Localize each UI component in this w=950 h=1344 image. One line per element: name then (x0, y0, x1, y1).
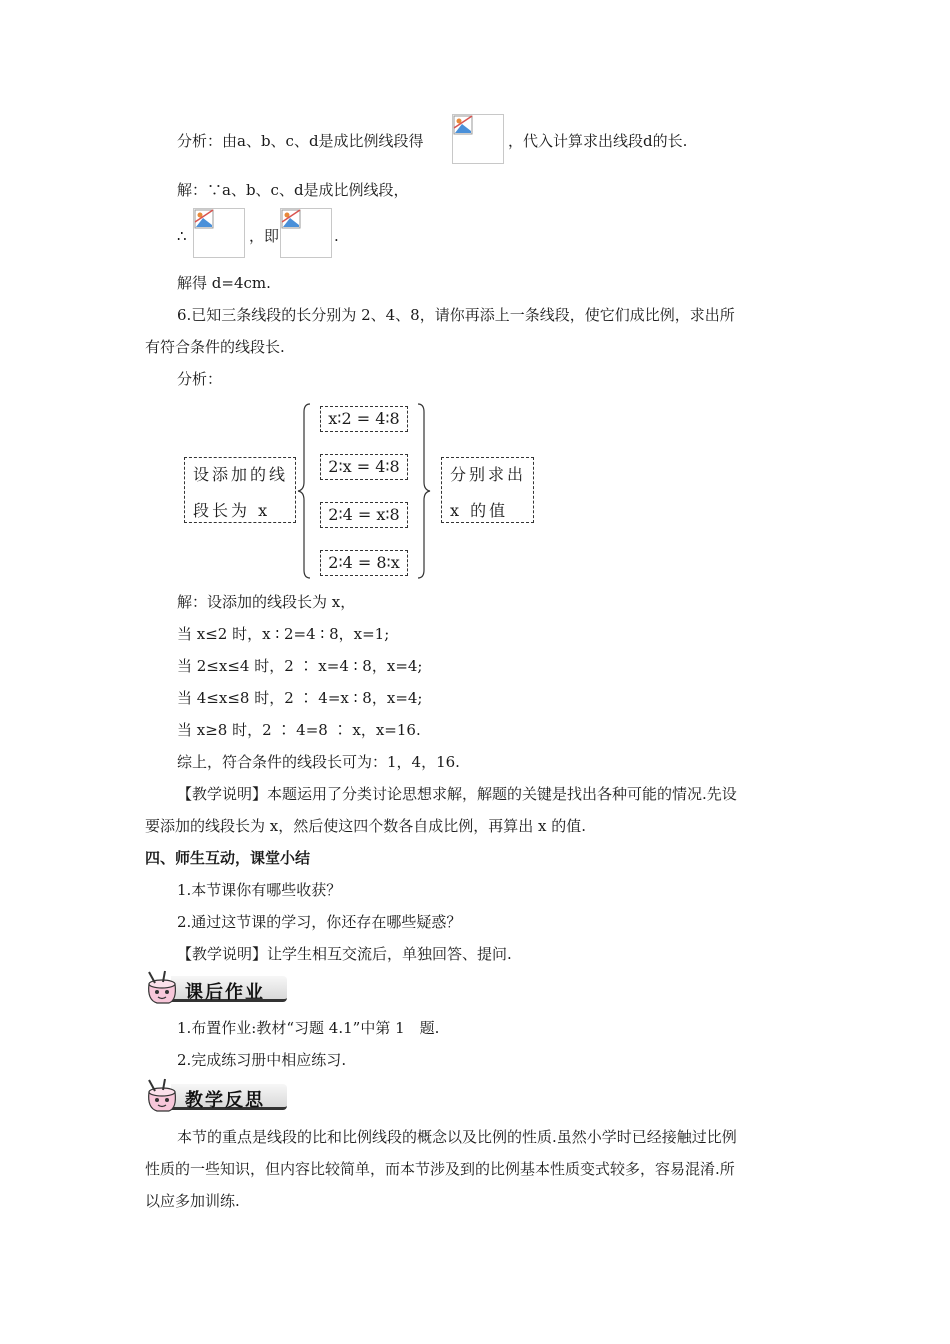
diagram-right-line-2: x 的值 (450, 501, 509, 520)
solution-step: 当 x≥8 时，2 ∶ 4=8 ∶ x，x=16. (177, 721, 421, 739)
formula-image-placeholder (280, 208, 332, 258)
pencil-cup-icon (143, 970, 185, 1006)
solution-step: 综上，符合条件的线段长可为：1，4，16. (177, 753, 460, 771)
solution-line-1: 解：∵a、b、c、d是成比例线段， (177, 181, 409, 199)
solution-result: 解得 d=4cm. (177, 274, 271, 292)
broken-image-icon (281, 209, 301, 229)
diagram-left-line-1: 设添加的线 (193, 465, 289, 484)
solution-step: 当 2≤x≤4 时，2 ∶ x=4 ∶ 8，x=4; (177, 657, 423, 675)
left-brace-icon (296, 402, 314, 580)
equation-box-1: x∶2 = 4∶8 (320, 406, 408, 432)
teaching-note-1-line-2: 要添加的线段长为 x，然后使这四个数各自成比例，再算出 x 的值. (145, 817, 586, 835)
reflection-banner-title: 教学反思 (185, 1090, 265, 1111)
diagram-left-line-2: 段长为 x (193, 501, 271, 520)
right-brace-icon (414, 402, 432, 580)
therefore-symbol: ∴ (177, 227, 187, 245)
teaching-note-2: 【教学说明】让学生相互交流后，单独回答、提问. (177, 945, 512, 963)
question-1: 1.本节课你有哪些收获？ (177, 881, 342, 899)
homework-item-1: 1.布置作业:教材“习题 4.1”中第 1 题. (177, 1019, 440, 1037)
reflection-banner (143, 1078, 288, 1114)
pencil-cup-icon (143, 1078, 185, 1114)
analysis-line (177, 131, 424, 151)
broken-image-icon (453, 115, 473, 135)
broken-image-icon (194, 209, 214, 229)
equation-box-3: 2∶4 = x∶8 (320, 502, 408, 528)
equation-box-2: 2∶x = 4∶8 (320, 454, 408, 480)
homework-banner (143, 970, 288, 1006)
solution-step: 解：设添加的线段长为 x， (177, 593, 356, 611)
section-4-heading: 四、师生互动，课堂小结 (145, 849, 311, 867)
homework-banner-title: 课后作业 (185, 982, 265, 1003)
solution-step: 当 x≤2 时，x ∶ 2=4 ∶ 8，x=1; (177, 625, 390, 643)
formula-image-placeholder (452, 114, 504, 164)
equation-box-4: 2∶4 = 8∶x (320, 550, 408, 576)
period-text: . (334, 227, 339, 245)
problem-6-line-1: 6.已知三条线段的长分别为 2、4、8，请你再添上一条线段，使它们成比例，求出所 (177, 306, 735, 324)
namely-text: ，即 (249, 227, 280, 245)
homework-item-2: 2.完成练习册中相应练习. (177, 1051, 347, 1069)
formula-image-placeholder (193, 208, 245, 258)
analysis-label: 分析： (177, 370, 223, 388)
reflection-line-1: 本节的重点是线段的比和比例线段的概念以及比例的性质.虽然小学时已经接触过比例 (177, 1128, 737, 1146)
diagram-right-box (441, 457, 534, 523)
reflection-line-3: 以应多加训练. (145, 1192, 240, 1210)
diagram-right-line-1: 分别求出 (450, 465, 527, 484)
reflection-line-2: 性质的一些知识，但内容比较简单，而本节涉及到的比例基本性质变式较多，容易混淆.所 (145, 1160, 735, 1178)
solution-step: 当 4≤x≤8 时，2 ∶ 4=x ∶ 8，x=4; (177, 689, 423, 707)
diagram-left-box (184, 457, 296, 523)
teaching-note-1-line-1: 【教学说明】本题运用了分类讨论思想求解，解题的关键是找出各种可能的情况.先设 (177, 785, 737, 803)
question-2: 2.通过这节课的学习，你还存在哪些疑惑？ (177, 913, 462, 931)
analysis-text-post: ，代入计算求出线段d的长. (508, 132, 688, 150)
analysis-text-pre: 分析：由a、b、c、d是成比例线段得 (177, 132, 424, 150)
problem-6-line-2: 有符合条件的线段长. (145, 338, 285, 356)
